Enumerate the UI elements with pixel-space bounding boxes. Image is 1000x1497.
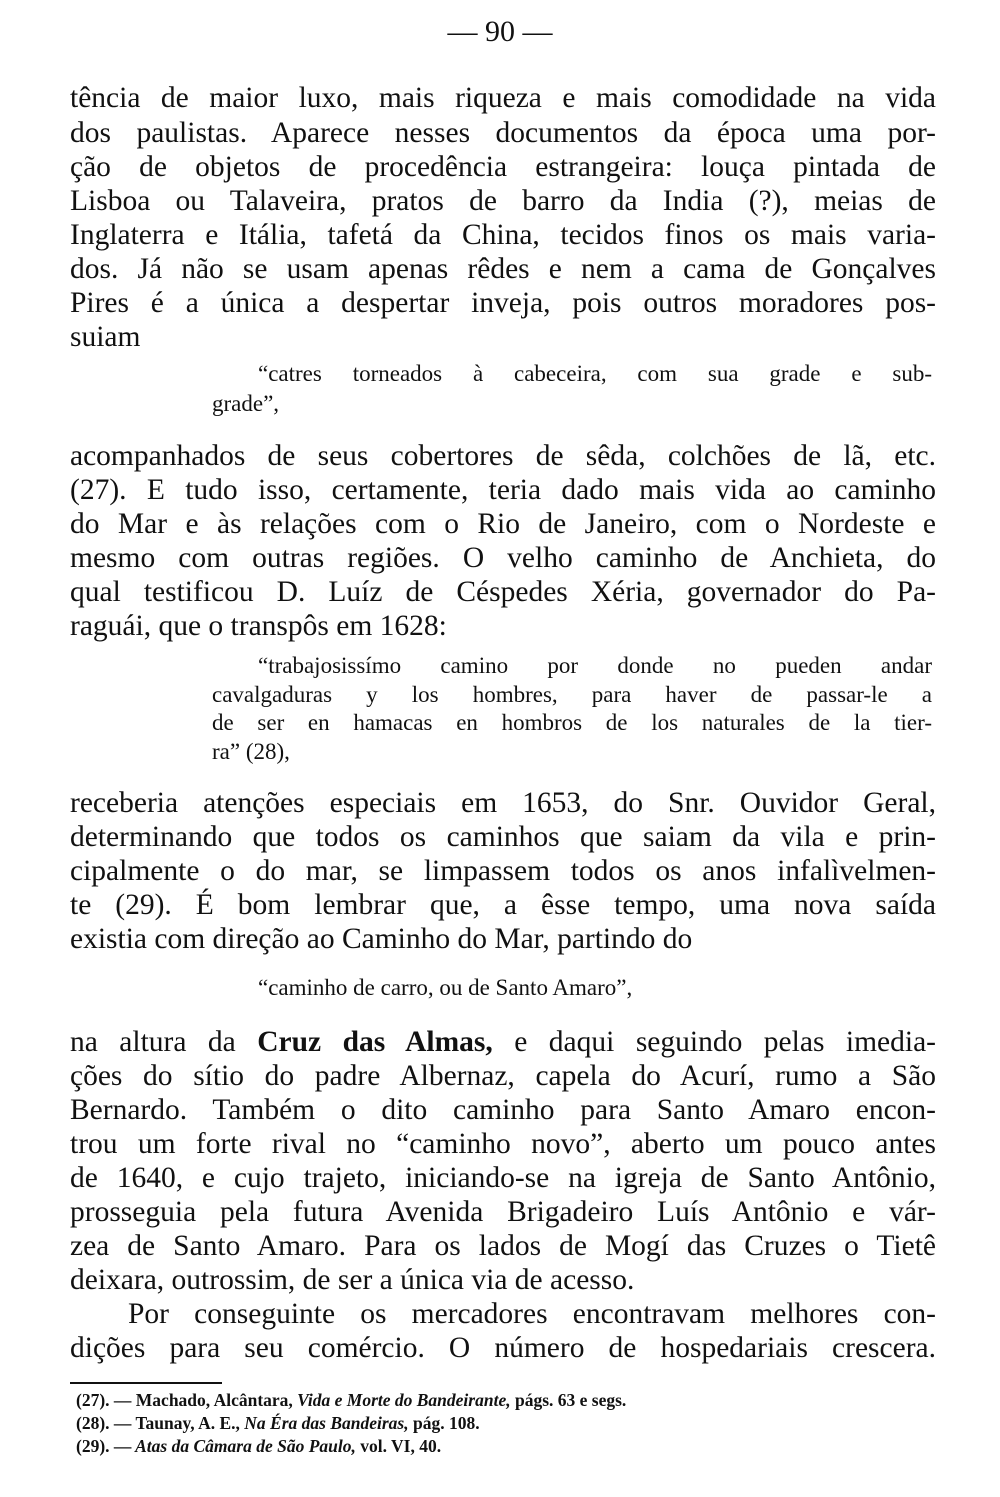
footnote-mark: (28). — <box>76 1413 132 1433</box>
paragraph-text: na altura da <box>70 1026 258 1058</box>
quote-line: grade”, <box>212 391 280 416</box>
quote-line: “catres torneados à cabeceira, com sua grade e sub- <box>258 361 932 386</box>
paragraph-line: tência de maior luxo, mais riqueza e mais comodidade na vida <box>70 82 936 114</box>
paragraph-line: receberia atenções especiais em 1653, do Snr. Ouvidor Geral, <box>70 787 936 819</box>
paragraph-line: ção de objetos de procedência estrangeira: louça pintada de <box>70 151 936 183</box>
paragraph-line: Pires é a única a despertar inveja, pois outros moradores pos- <box>70 287 936 319</box>
paragraph-text: e daqui seguindo pelas imedia- <box>492 1026 936 1058</box>
paragraph-line: te (29). É bom lembrar que, a êsse tempo, uma nova saída <box>70 889 936 921</box>
paragraph-line: zea de Santo Amaro. Para os lados de Mogí das Cruzes o Tietê <box>70 1230 936 1262</box>
footnote-author: Taunay, A. E., <box>131 1413 240 1433</box>
footnote <box>76 1412 480 1434</box>
paragraph-line: de 1640, e cujo trajeto, iniciando-se na igreja de Santo Antônio, <box>70 1162 936 1194</box>
paragraph-line: Por conseguinte os mercadores encontravam melhores con- <box>128 1298 936 1330</box>
footnote-mark: (27). — <box>76 1390 132 1410</box>
quote-line: de ser en hamacas en hombros de los naturales de la tier- <box>212 710 932 735</box>
paragraph-line: deixara, outrossim, de ser a única via de acesso. <box>70 1264 635 1296</box>
footnote-rest: vol. VI, 40. <box>355 1436 442 1456</box>
paragraph-line: prosseguia pela futura Avenida Brigadeiro Luís Antônio e vár- <box>70 1196 936 1228</box>
paragraph-line <box>70 1024 936 1060</box>
footnote-rest: págs. 63 e segs. <box>510 1390 627 1410</box>
paragraph-line: dições para seu comércio. O número de hospedariais crescera. <box>70 1332 936 1364</box>
paragraph-line: ções do sítio do padre Albernaz, capela do Acurí, rumo a São <box>70 1060 936 1092</box>
paragraph-line: qual testificou D. Luíz de Céspedes Xéria, governador do Pa- <box>70 576 936 608</box>
footnote <box>76 1389 626 1411</box>
paragraph-line: mesmo com outras regiões. O velho caminho de Anchieta, do <box>70 542 936 574</box>
page-number: — 90 — <box>447 15 553 48</box>
quote-line: “caminho de carro, ou de Santo Amaro”, <box>258 975 633 1000</box>
quote-line: ra” (28), <box>212 739 290 764</box>
paragraph-line: Bernardo. Também o dito caminho para Santo Amaro encon- <box>70 1094 936 1126</box>
paragraph-line: existia com direção ao Caminho do Mar, partindo do <box>70 923 693 955</box>
paragraph-line: determinando que todos os caminhos que saiam da vila e prin- <box>70 821 936 853</box>
paragraph-line: dos. Já não se usam apenas rêdes e nem a cama de Gonçalves <box>70 253 936 285</box>
paragraph-line: do Mar e às relações com o Rio de Janeiro, com o Nordeste e <box>70 508 936 540</box>
footnote-title: Na Éra das Bandeiras, <box>239 1413 409 1433</box>
place-name-bold: Cruz das Almas, <box>257 1026 493 1058</box>
quote-line: “trabajosissímo camino por donde no pueden andar <box>258 653 932 678</box>
footnote-mark: (29). — <box>76 1436 132 1456</box>
footnote-author: Machado, Alcântara, <box>131 1390 293 1410</box>
footnote-title: Atas da Câmara de São Paulo, <box>131 1436 356 1456</box>
paragraph-line: Inglaterra e Itália, tafetá da China, tecidos finos os mais varia- <box>70 219 936 251</box>
quote-line: cavalgaduras y los hombres, para haver de passar-le a <box>212 682 932 707</box>
paragraph-line: suiam <box>70 321 141 353</box>
paragraph-line: cipalmente o do mar, se limpassem todos os anos infalìvelmen- <box>70 855 936 887</box>
paragraph-line: raguái, que o transpôs em 1628: <box>70 610 447 642</box>
paragraph-line: trou um forte rival no “caminho novo”, aberto um pouco antes <box>70 1128 936 1160</box>
paragraph-line: (27). E tudo isso, certamente, teria dado mais vida ao caminho <box>70 474 936 506</box>
footnote <box>76 1435 441 1457</box>
paragraph-line: acompanhados de seus cobertores de sêda, colchões de lã, etc. <box>70 440 936 472</box>
footnote-divider <box>70 1382 222 1384</box>
paragraph-line: dos paulistas. Aparece nesses documentos da época uma por- <box>70 117 936 149</box>
footnote-rest: pág. 108. <box>408 1413 480 1433</box>
paragraph-line: Lisboa ou Talaveira, pratos de barro da India (?), meias de <box>70 185 936 217</box>
footnote-title: Vida e Morte do Bandeirante, <box>292 1390 511 1410</box>
